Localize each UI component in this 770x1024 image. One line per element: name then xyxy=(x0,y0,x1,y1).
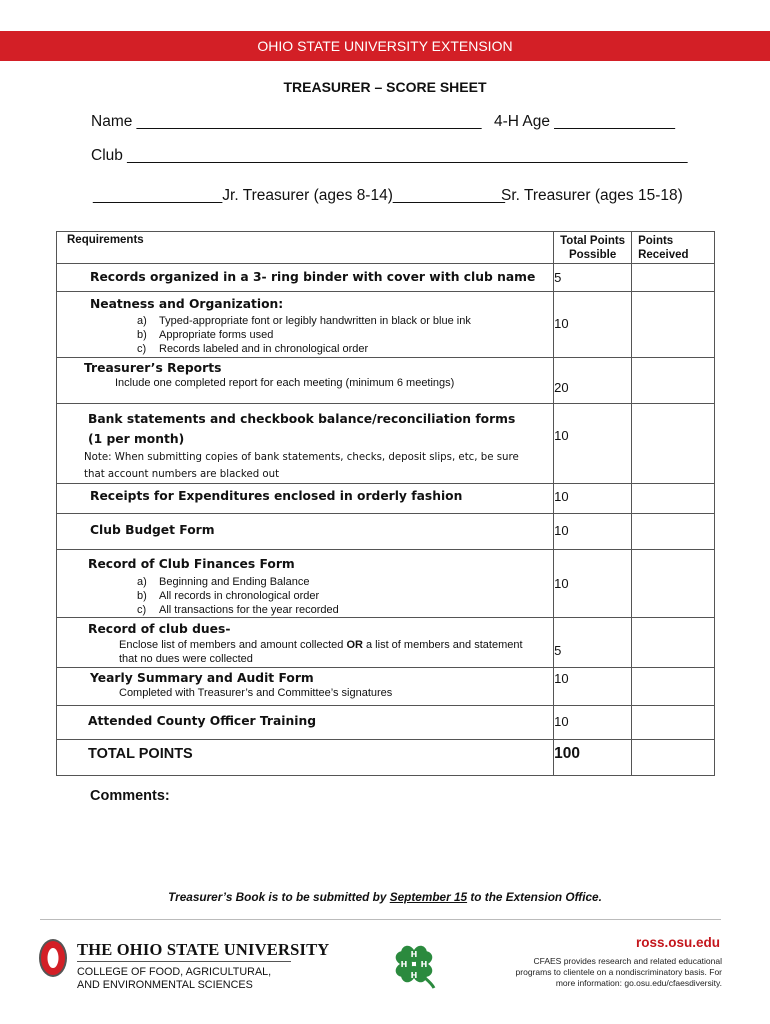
points-possible: 10 xyxy=(554,523,569,538)
club-field-label: Club _________________________________________________________________ xyxy=(91,147,688,164)
table-row xyxy=(57,404,715,484)
list-item: c) All transactions for the year recorded xyxy=(137,604,339,616)
points-possible: 10 xyxy=(554,316,569,331)
points-possible: 10 xyxy=(554,428,569,443)
points-possible: 10 xyxy=(554,671,569,686)
sr-treasurer-label: Sr. Treasurer (ages 15-18) xyxy=(501,187,683,204)
requirement-subtitle: (1 per month) xyxy=(88,432,185,446)
requirement-title: Bank statements and checkbook balance/reconciliation forms xyxy=(88,412,516,426)
table-row xyxy=(57,618,715,668)
age-field-label: 4-H Age ______________ xyxy=(494,113,675,130)
page-title: TREASURER – SCORE SHEET xyxy=(283,79,487,95)
table-row xyxy=(57,706,715,740)
requirement-title: Attended County Officer Training xyxy=(88,714,317,728)
table-header-row xyxy=(57,232,715,264)
name-field-label: Name ________________________________________ xyxy=(91,113,482,130)
nondiscrimination-statement: CFAES provides research and related educational programs to clientele on a nondiscriminatory basis. For more information: go.osu.edu/cfaesdiversity. xyxy=(515,956,722,988)
svg-text:H: H xyxy=(420,960,428,969)
table-row xyxy=(57,358,715,404)
requirement-title: Club Budget Form xyxy=(90,523,215,537)
list-item: b) Appropriate forms used xyxy=(137,329,274,341)
table-row xyxy=(57,550,715,618)
table-row xyxy=(57,514,715,550)
total-points-value: 100 xyxy=(554,745,581,762)
points-received-cell xyxy=(632,358,715,404)
list-item: b) All records in chronological order xyxy=(137,590,320,602)
requirement-title: Neatness and Organization: xyxy=(90,297,284,311)
jr-treasurer-line: _______________Jr. Treasurer (ages 8-14)_____________ xyxy=(93,187,505,204)
extension-banner: OHIO STATE UNIVERSITY EXTENSION xyxy=(0,31,770,61)
points-possible: 5 xyxy=(554,270,562,285)
points-received-cell xyxy=(632,706,715,740)
points-possible: 10 xyxy=(554,489,569,504)
score-table xyxy=(56,231,715,776)
points-received-cell xyxy=(632,668,715,706)
total-row xyxy=(57,740,715,776)
requirement-note: Note: When submitting copies of bank statements, checks, deposit slips, etc, be sure that account numbers are blacked out xyxy=(84,452,519,480)
requirement-title: Record of club dues- xyxy=(88,622,231,636)
requirement-title: Yearly Summary and Audit Form xyxy=(90,671,314,685)
list-item: c) Records labeled and in chronological order xyxy=(137,343,369,355)
points-received-cell xyxy=(632,550,715,618)
points-possible: 10 xyxy=(554,576,569,591)
points-received-cell xyxy=(632,404,715,484)
requirement-description: Completed with Treasurer’s and Committee’s signatures xyxy=(119,687,393,699)
points-received-cell xyxy=(632,292,715,358)
table-row xyxy=(57,484,715,514)
points-possible-header: Total Points Possible xyxy=(560,235,626,261)
points-possible: 5 xyxy=(554,643,562,658)
points-received-cell xyxy=(632,514,715,550)
wordmark-divider xyxy=(77,961,291,962)
requirement-title: Record of Club Finances Form xyxy=(88,557,295,571)
requirements-header: Requirements xyxy=(67,234,144,246)
total-points-label: TOTAL POINTS xyxy=(88,746,193,762)
requirement-title: Records organized in a 3- ring binder with cover with club name xyxy=(90,270,536,284)
points-received-cell xyxy=(632,484,715,514)
submission-note: Treasurer’s Book is to be submitted by September 15 to the Extension Office. xyxy=(168,890,602,904)
points-received-cell xyxy=(632,618,715,668)
points-received-cell xyxy=(632,740,715,776)
college-name: COLLEGE OF FOOD, AGRICULTURAL, AND ENVIRONMENTAL SCIENCES xyxy=(77,966,272,991)
table-row xyxy=(57,264,715,292)
osu-block-o-icon xyxy=(38,938,68,978)
list-item: a) Typed-appropriate font or legibly handwritten in black or blue ink xyxy=(137,315,471,327)
points-possible: 20 xyxy=(554,380,569,395)
requirement-description: Include one completed report for each meeting (minimum 6 meetings) xyxy=(115,377,455,389)
svg-text:H: H xyxy=(400,960,408,969)
table-row xyxy=(57,292,715,358)
website-link[interactable]: ross.osu.edu xyxy=(635,935,720,950)
comments-label: Comments: xyxy=(90,788,170,804)
osu-wordmark: THE OHIO STATE UNIVERSITY xyxy=(77,940,330,959)
requirement-title: Receipts for Expenditures enclosed in orderly fashion xyxy=(90,489,463,503)
requirement-description: Enclose list of members and amount collected OR a list of members and statement that no dues were collected xyxy=(119,639,523,665)
points-received-cell xyxy=(632,264,715,292)
table-row xyxy=(57,668,715,706)
points-possible: 10 xyxy=(554,714,569,729)
footer-divider xyxy=(40,919,721,920)
svg-text:H: H xyxy=(410,971,418,980)
list-item: a) Beginning and Ending Balance xyxy=(137,576,310,588)
svg-text:H: H xyxy=(410,950,418,959)
requirement-title: Treasurer’s Reports xyxy=(84,361,222,375)
points-received-header: Points Received xyxy=(638,235,689,261)
